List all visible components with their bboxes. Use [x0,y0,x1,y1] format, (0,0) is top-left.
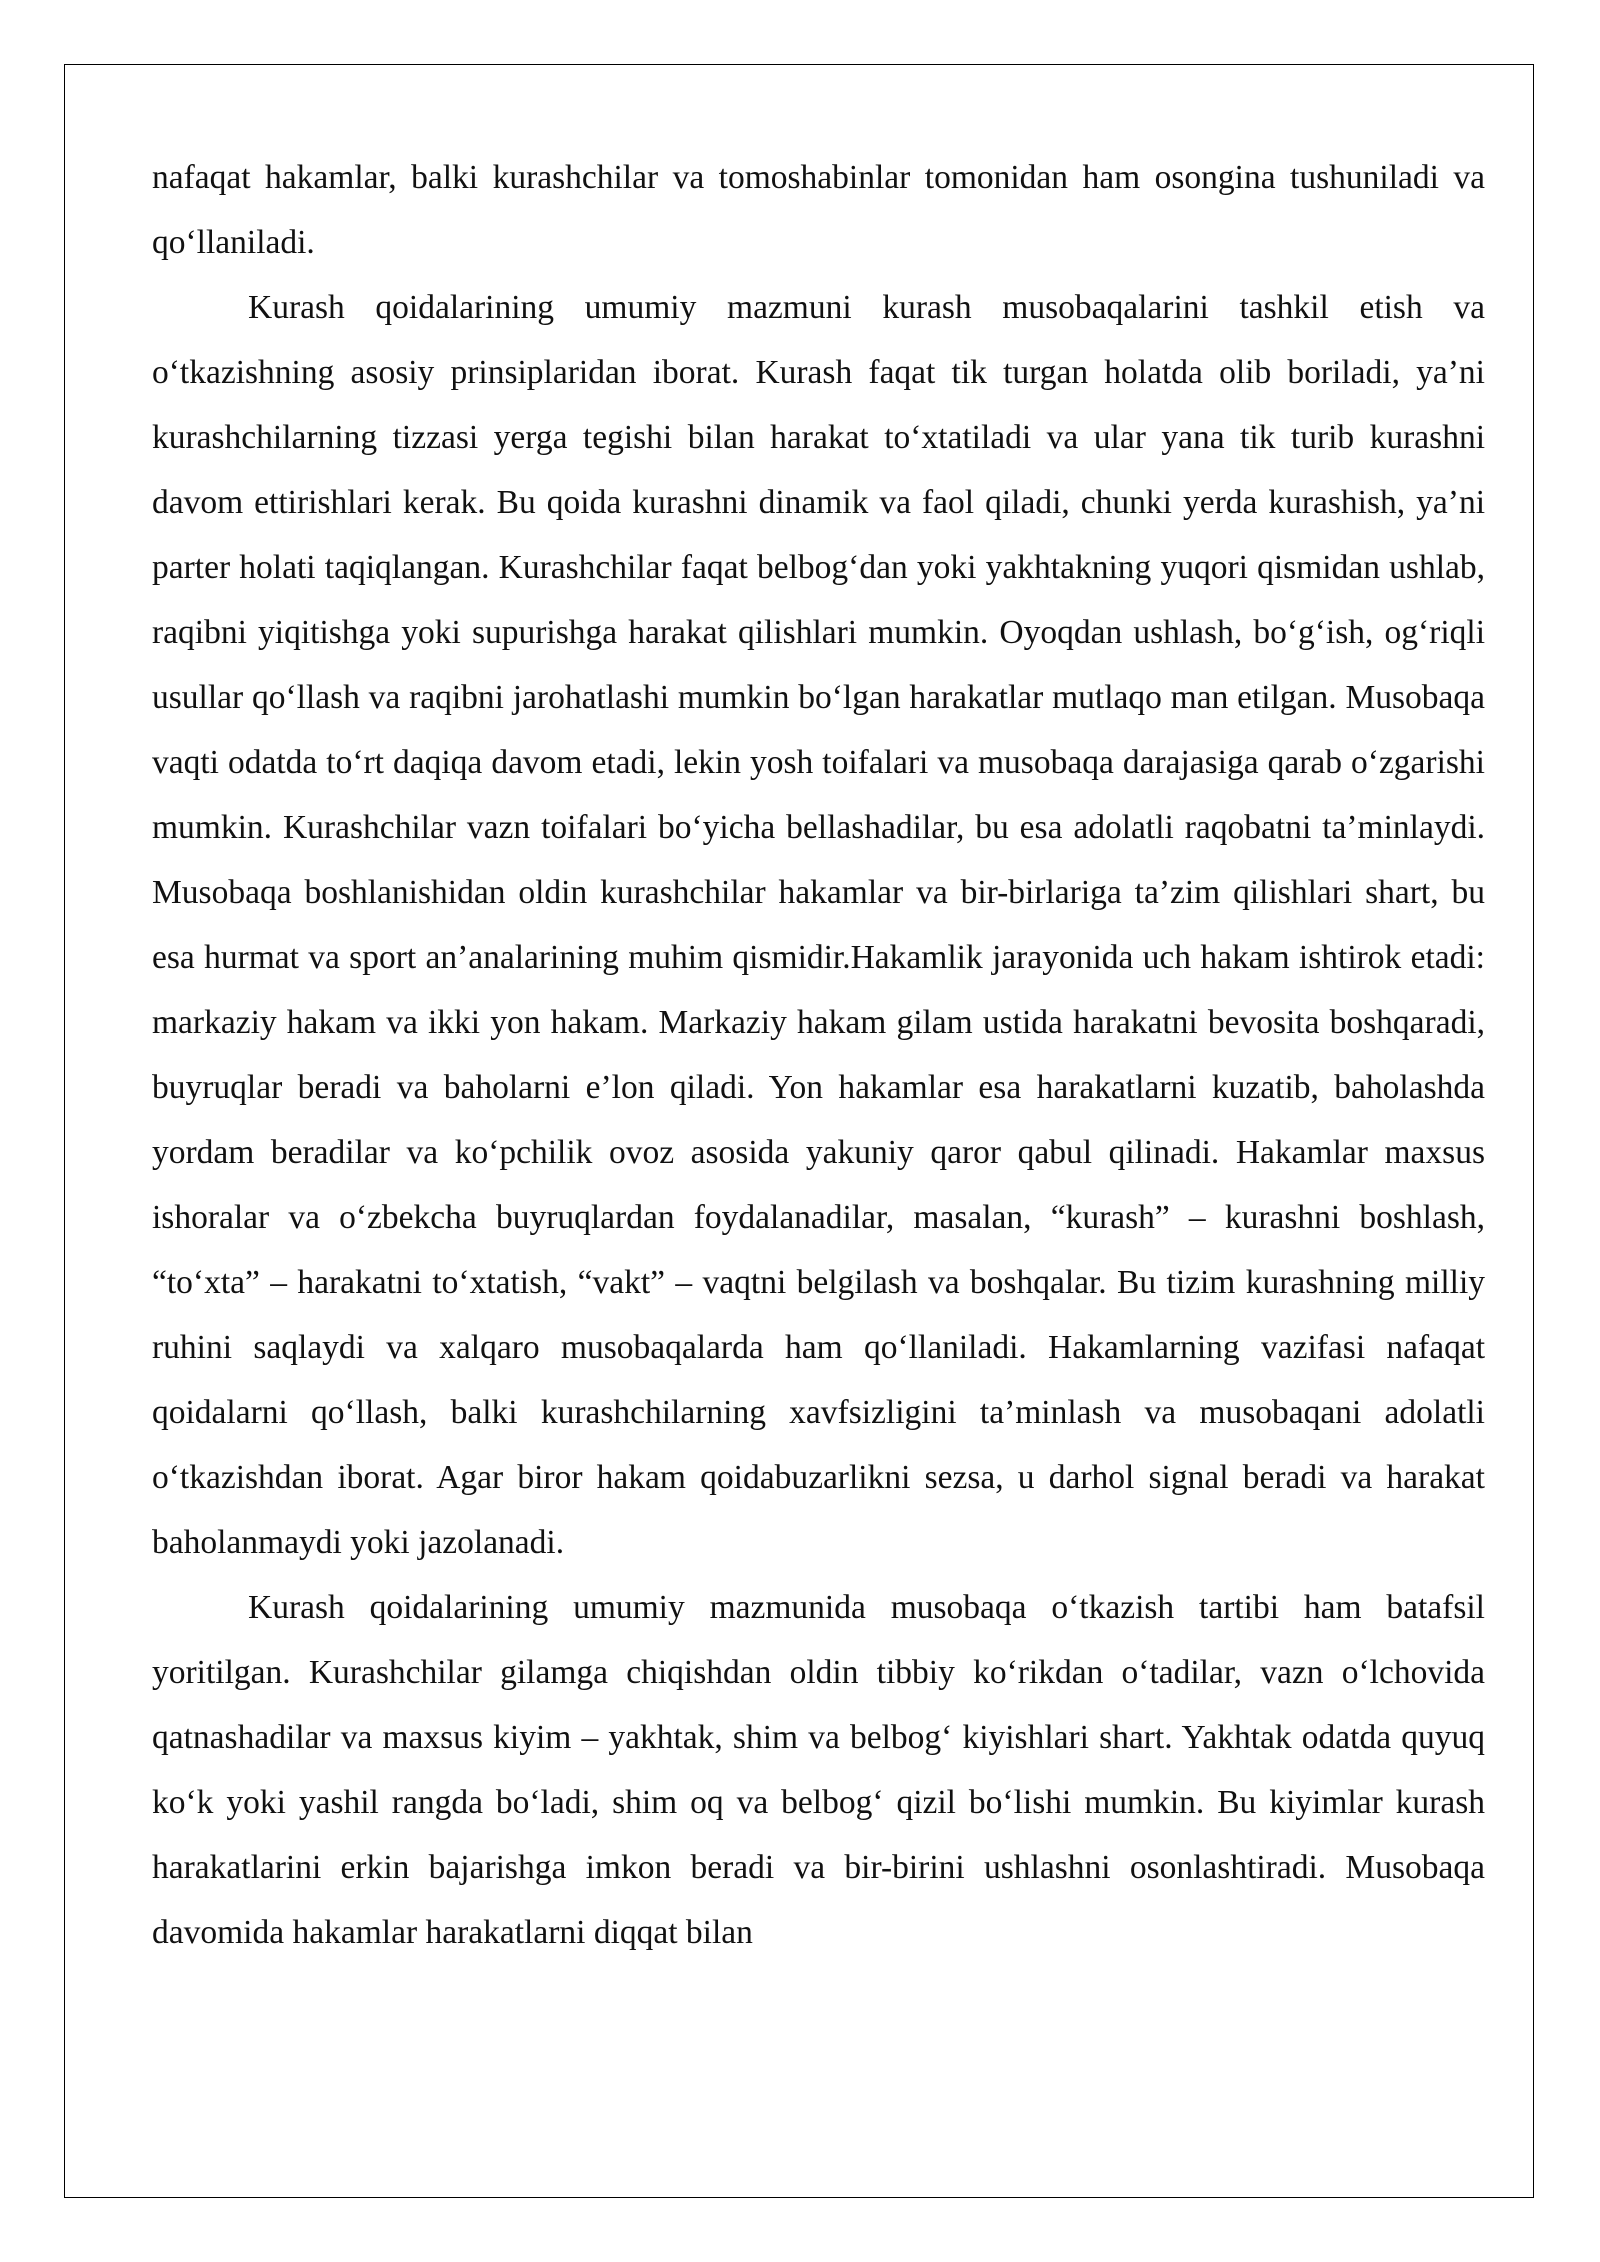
document-body [152,145,1485,1965]
paragraph-rules-overview: Kurash qoidalarining umumiy mazmuni kurash musobaqalarini tashkil etish va o‘tkazishning asosiy prinsiplaridan iborat. Kurash faqat tik turgan holatda olib boriladi, ya’ni kurashchilarning tizzasi yerga tegishi bilan harakat to‘xtatiladi va ular yana tik turib kurashni davom ettirishlari kerak. Bu qoida kurashni dinamik va faol qiladi, chunki yerda kurashish, ya’ni parter holati taqiqlangan. Kurashchilar faqat belbog‘dan yoki yakhtakning yuqori qismidan ushlab, raqibni yiqitishga yoki supurishga harakat qilishlari mumkin. Oyoqdan ushlash, bo‘g‘ish, og‘riqli usullar qo‘llash va raqibni jarohatlashi mumkin bo‘lgan harakatlar mutlaqo man etilgan. Musobaqa vaqti odatda to‘rt daqiqa davom etadi, lekin yosh toifalari va musobaqa darajasiga qarab o‘zgarishi mumkin. Kurashchilar vazn toifalari bo‘yicha bellashadilar, bu esa adolatli raqobatni ta’minlaydi. Musobaqa boshlanishidan oldin kurashchilar hakamlar va bir-birlariga ta’zim qilishlari shart, bu esa hurmat va sport an’analarining muhim qismidir.Hakamlik jarayonida uch hakam ishtirok etadi: markaziy hakam va ikki yon hakam. Markaziy hakam gilam ustida harakatni bevosita boshqaradi, buyruqlar beradi va baholarni e’lon qiladi. Yon hakamlar esa harakatlarni kuzatib, baholashda yordam beradilar va ko‘pchilik ovoz asosida yakuniy qaror qabul qilinadi. Hakamlar maxsus ishoralar va o‘zbekcha buyruqlardan foydalanadilar, masalan, “kurash” – kurashni boshlash, “to‘xta” – harakatni to‘xtatish, “vakt” – vaqtni belgilash va boshqalar. Bu tizim kurashning milliy ruhini saqlaydi va xalqaro musobaqalarda ham qo‘llaniladi. Hakamlarning vazifasi nafaqat qoidalarni qo‘llash, balki kurashchilarning xavfsizligini ta’minlash va musobaqani adolatli o‘tkazishdan iborat. Agar biror hakam qoidabuzarlikni sezsa, u darhol signal beradi va harakat baholanmaydi yoki jazolanadi. [152,289,1485,1561]
paragraph-competition-procedure: Kurash qoidalarining umumiy mazmunida musobaqa o‘tkazish tartibi ham batafsil yoritilgan. Kurashchilar gilamga chiqishdan oldin tibbiy ko‘rikdan o‘tadilar, vazn o‘lchovida qatnashadilar va maxsus kiyim – yakhtak, shim va belbog‘ kiyishlari shart. Yakhtak odatda quyuq ko‘k yoki yashil rangda bo‘ladi, shim oq va belbog‘ qizil bo‘lishi mumkin. Bu kiyimlar kurash harakatlarini erkin bajarishga imkon beradi va bir-birini ushlashni osonlashtiradi. Musobaqa davomida hakamlar harakatlarni diqqat bilan [152,1589,1485,1951]
paragraph-continuation: nafaqat hakamlar, balki kurashchilar va tomoshabinlar tomonidan ham osongina tushuniladi va qo‘llaniladi. [152,159,1485,261]
